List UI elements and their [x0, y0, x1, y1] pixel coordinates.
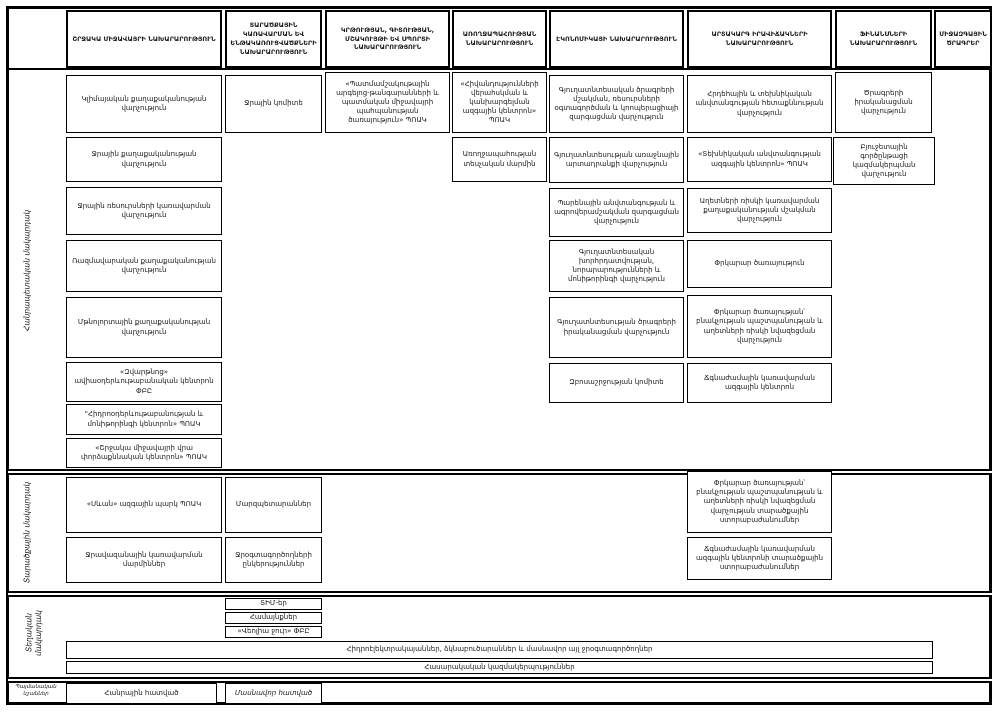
- box-budget-process: Բյուջետային գործընթացի կազմակերպման վարչություն: [833, 137, 935, 185]
- level-label-republican: Հանրապետական մակարդակ: [22, 209, 32, 331]
- box-programs-implementation: Ծրագրերի իրականացման վարչություն: [835, 72, 932, 133]
- box-atmospheric-policy: Մթնոլորտային քաղաքականության վարչություն: [66, 297, 222, 358]
- box-rescue-population-protection: Փրկարար ծառայության՝ բնակչության պաշտպանության և աղետների ռիսկի նվազեցման վարչություն: [687, 295, 832, 358]
- box-regional-administrations: Մարզպետարաններ: [225, 477, 322, 533]
- box-food-security: Պարենային անվտանգության և ագրովերամշակման զարգացման վարչություն: [549, 188, 684, 237]
- box-disaster-risk-policy: Աղետների ռիսկի կառավարման քաղաքականության մշակման վարչություն: [687, 188, 832, 233]
- box-zvartnots-center: «Զվարթնոց» ավիաօդերևութաբանական կենտրոն ՓԲԸ: [66, 362, 222, 402]
- box-water-user-companies: Ջրօգտագործողների ընկերություններ: [225, 537, 322, 583]
- header-territorial-ministry: ՏԱՐԱԾՔԱՅԻՆ ԿԱՌԱՎԱՐՄԱՆ ԵՎ ԵՆԹԱԿԱՌՈՒՑՎԱԾՔՆԵՐԻ ՆԱԽԱՐԱՐՈՒԹՅՈՒՆ: [225, 10, 322, 68]
- header-international-programs: ՄԻՋԱԶԳԱՅԻՆ ԾՐԱԳՐԵՐ: [934, 10, 992, 68]
- box-private-water-users: Հիդրոէլեկտրակայաններ, ձկնաբուծարաններ և մասնավոր այլ ջրօգտագործողներ: [66, 641, 933, 659]
- level-separator: [8, 469, 992, 475]
- box-veolia-water: «Վեոլիա ջուր» ՓԲԸ: [225, 626, 322, 638]
- box-climate-policy: Կլիմայական քաղաքականության վարչություն: [66, 75, 222, 133]
- box-sevan-national-park: «Սևան» ազգային պարկ ՊՈԱԿ: [66, 477, 222, 533]
- box-local-self-government: ՏԻՄ-եր: [225, 598, 322, 610]
- legend-private-sector: Մասնավոր հատված: [225, 683, 322, 704]
- box-strategic-policy: Ռազմավարական քաղաքականության վարչություն: [66, 240, 222, 292]
- header-finance-ministry: ՖԻՆԱՆՍՆԵՐԻ ՆԱԽԱՐԱՐՈՒԹՅՈՒՆ: [835, 10, 932, 68]
- header-environment-ministry: ՇՐՋԱԿԱ ՄԻՋԱՎԱՅՐԻ ՆԱԽԱՐԱՐՈՒԹՅՈՒՆ: [66, 10, 222, 68]
- level-label-territorial: Տարածքային մակարդակ: [22, 481, 32, 583]
- legend-label: Պայմանական նշաններ: [15, 684, 57, 698]
- box-rescue-territorial-units: Փրկարար ծառայության՝ բնակչության պաշտպանության և աղետների ռիսկի նվազեցման վարչության տարածքային ստորաբաժանումներ: [687, 471, 832, 533]
- header-education-ministry: ԿՐԹՈՒԹՅԱՆ, ԳԻՏՈՒԹՅԱՆ, ՄՇԱԿՈՒՅԹԻ ԵՎ ՍՊՈՐՏԻ ՆԱԽԱՐԱՐՈՒԹՅՈՒՆ: [325, 10, 450, 68]
- box-water-committee: Ջրային կոմիտե: [225, 75, 322, 133]
- box-health-inspection: Առողջապահության տեսչական մարմին: [452, 137, 547, 182]
- box-water-policy: Ջրային քաղաքականության վարչություն: [66, 137, 222, 182]
- box-disease-control-center: «Հիվանդությունների վերահսկման և կանխարգելման ազգային կենտրոն» ՊՈԱԿ: [452, 72, 547, 133]
- box-crisis-management-center: Ճգնաժամային կառավարման ազգային կենտրոն: [687, 363, 832, 403]
- box-agri-implementation: Գյուղատնտեսության ծրագրերի իրականացման վարչություն: [549, 297, 684, 358]
- box-hydromet-center: "Հիդրոօդերևութաբանության և մոնիթորինգի կենտրոն» ՊՈԱԿ: [66, 404, 222, 435]
- header-economy-ministry: ԷԿՈՆՈՄԻԿԱՅԻ ՆԱԽԱՐԱՐՈՒԹՅՈՒՆ: [549, 10, 684, 68]
- header-emergency-ministry: ԱՐՏԱԿԱՐԳ ԻՐԱՎԻՃԱԿՆԵՐԻ ՆԱԽԱՐԱՐՈՒԹՅՈՒՆ: [687, 10, 832, 68]
- box-rescue-service: Փրկարար ծառայություն: [687, 240, 832, 288]
- box-agri-consulting: Գյուղատնտեսական խորհրդատվության, նորարարությունների և մոնիթորինգի վարչություն: [549, 240, 684, 292]
- box-tourism-committee: Զբոսաշրջության կոմիտե: [549, 363, 684, 403]
- box-crisis-center-territorial-units: Ճգնաժամային կառավարման ազգային կենտրոնի տարածքային ստորաբաժանումներ: [687, 537, 832, 580]
- box-agri-programs-dev: Գյուղատնտեսական ծրագրերի մշակման, ռեսուրսների օգտագործման և կոոպերացիայի զարգացման վարչություն: [549, 75, 684, 133]
- legend-public-sector: Հանրային հատված: [66, 683, 217, 704]
- header-health-ministry: ԱՌՈՂՋԱՊԱՀՈՒԹՅԱՆ ՆԱԽԱՐԱՐՈՒԹՅՈՒՆ: [452, 10, 547, 68]
- level-label-local: Տեղական մակարդակ: [24, 610, 43, 656]
- box-ngos: Հասարակական կազմակերպություններ: [66, 661, 933, 674]
- level-separator: [8, 591, 992, 597]
- box-communities: Համայնքներ: [225, 612, 322, 624]
- box-heritage-service: «Պատմամշակութային արգելոց-թանգարանների և պատմական միջավայրի պահպանության ծառայություն» ՊՈԱԿ: [325, 72, 450, 133]
- box-tech-safety-center: «Տեխնիկական անվտանգության ազգային կենտրոն» ՊՈԱԿ: [687, 137, 832, 182]
- header-divider: [8, 68, 992, 70]
- box-water-resources: Ջրային ռեսուրսների կառավարման վարչություն: [66, 187, 222, 235]
- box-agri-primary-production: Գյուղատնտեսության առաջնային արտադրանքի վարչություն: [549, 137, 684, 183]
- box-environment-expertise-center: «Շրջակա միջավայրի վրա փորձաքննական կենտրոն» ՊՈԱԿ: [66, 438, 222, 468]
- box-fire-tech-safety: Հրդեհային և տեխնիկական անվտանգության հետաքննության վարչություն: [687, 75, 832, 133]
- box-basin-management-bodies: Ջրավազանային կառավարման մարմիններ: [66, 537, 222, 583]
